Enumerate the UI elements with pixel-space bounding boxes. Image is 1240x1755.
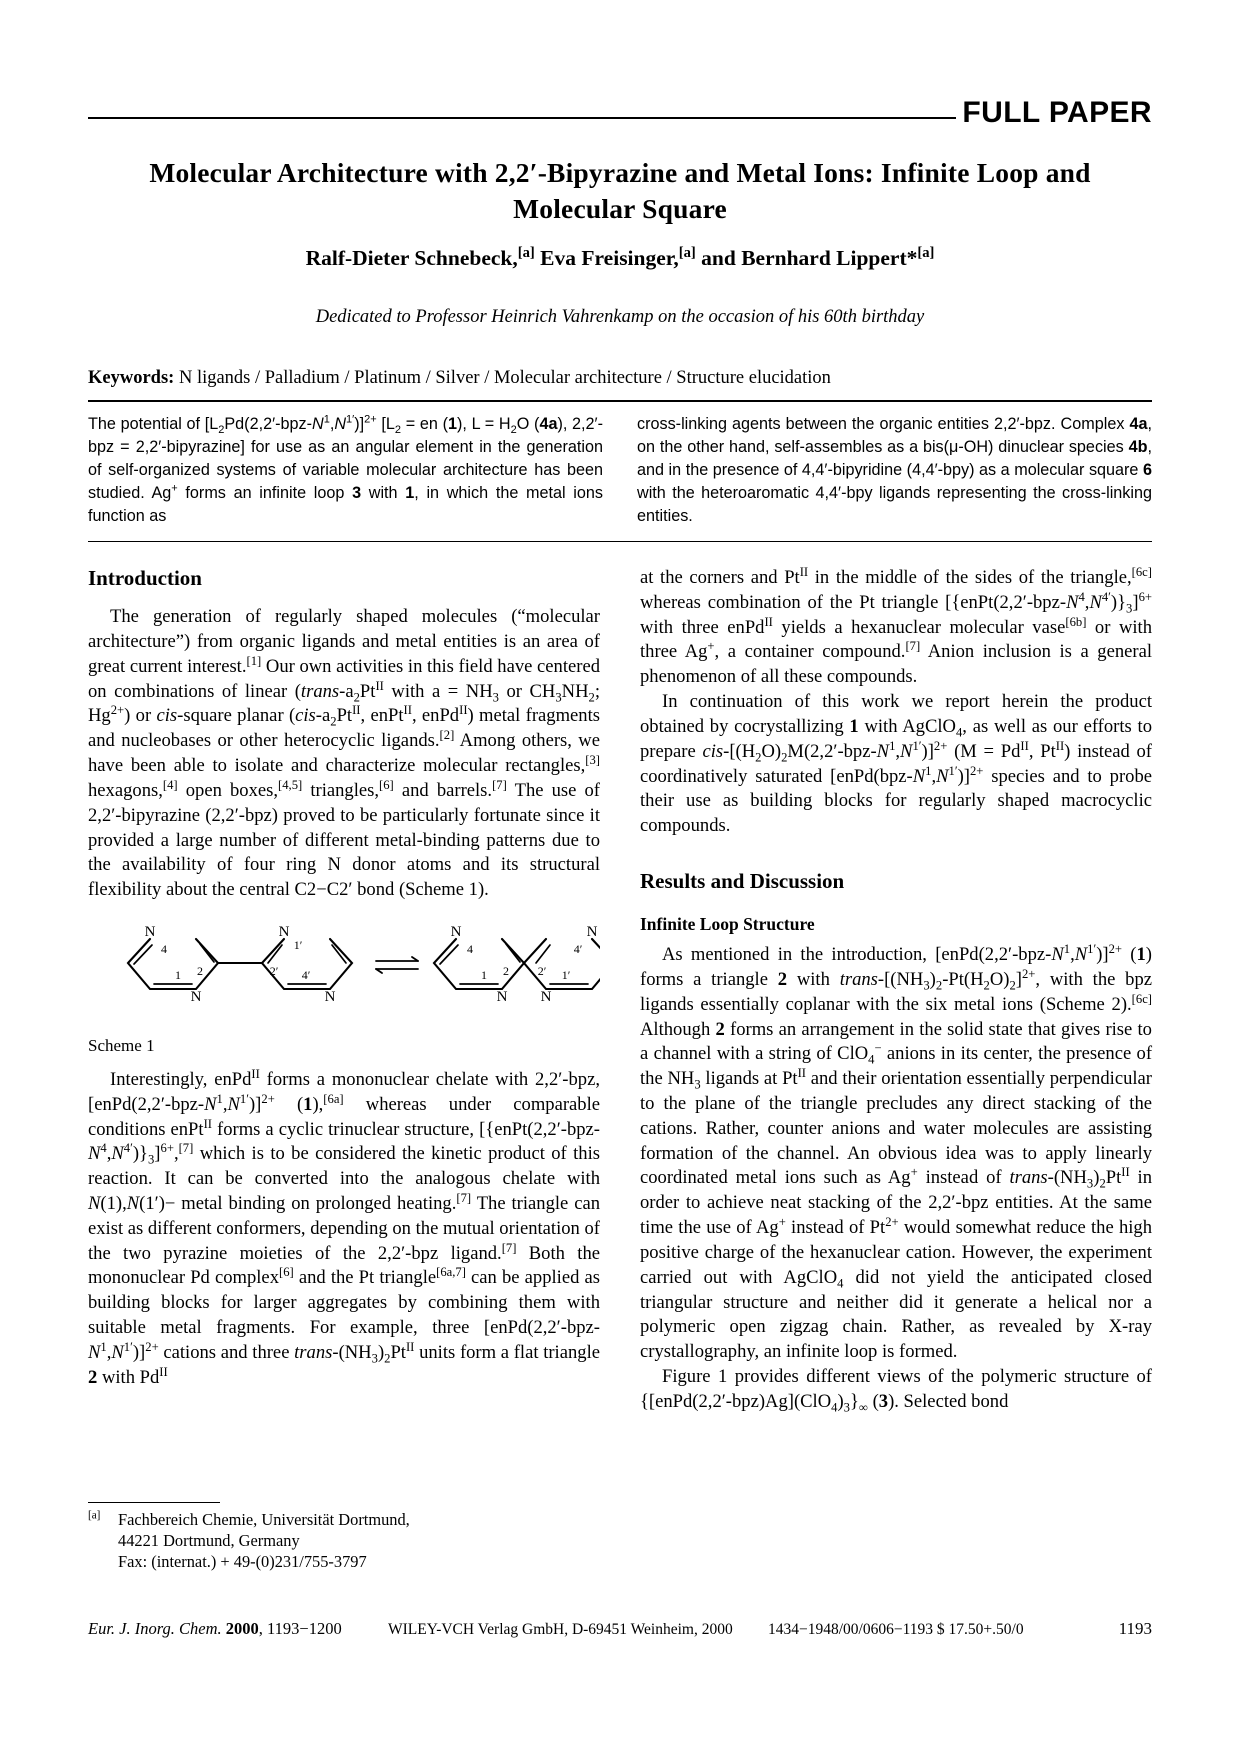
- scheme-label-2: 2: [197, 963, 203, 978]
- footnote-line-2: 44221 Dortmund, Germany: [118, 1531, 300, 1551]
- footer-page-number: 1193: [1118, 1619, 1152, 1638]
- right-paragraph-3: As mentioned in the introduction, $[enPd(2,2'-bpz-N^1,N^{1'})]^{2+}$ (1) forms a triangle 2 with trans-$[(NH_3)_2-Pt(H_2O)_2]^{2+}$, with the bpz ligands essentially coplanar with the six metal ions (Scheme 2).[6c] Although 2 forms an arrangement in the solid state that gives rise to a channel with a string of ClO$_4$− anions in its center, the presence of the $NH_3$ ligands at $Pt^{II}$ and their orientation essentially perpendicular to the plane of the triangle precludes any direct stacking of the cations. Rather, counter anions and water molecules are assisting formation of the channel. An obvious idea was to apply linearly coordinated metal ions such as Ag+ instead of trans-$(NH_3)_2Pt^{II}$ in order to achieve neat stacking of the 2,2′-bpz entities. At the same time the use of Ag+ instead of $Pt^{2+}$ would somewhat reduce the high positive charge of the hexanuclear cation. However, the experiment carried out with AgClO$_4$ did not yield the anticipated closed triangular structure and neither did it generate a helical nor a polymeric open zigzag chain. Rather, as revealed by X-ray crystallography, an infinite loop is formed.: [640, 941, 1153, 1363]
- footer-journal-name: Eur. J. Inorg. Chem.: [88, 1619, 222, 1638]
- page-title-line-2: Molecular Square: [513, 192, 727, 224]
- abstract-column-right: cross-linking agents between the organic entities 2,2′-bpz. Complex 4a, on the other hand, self-assembles as a bis(μ-OH) dinuclear species 4b, and in the presence of 4,4′-bipyridine (4,4′-bpy) as a molecular square 6 with the heteroaromatic 4,4′-bpy ligands representing the cross-linking entities.: [637, 415, 1152, 525]
- footer-journal-citation: [88, 1619, 388, 1639]
- abstract: [88, 413, 1152, 528]
- scheme-label-2prime: 2′: [269, 963, 279, 978]
- dedication: Dedicated to Professor Heinrich Vahrenkamp on the occasion of his 60th birthday: [315, 307, 925, 327]
- page-title: [88, 155, 1152, 227]
- right-paragraph-2: In continuation of this work we report herein the product obtained by cocrystallizing 1 with AgClO$_4$, as well as our efforts to prepare cis-$[(H_2O)_2M(2,2'-bpz-N^1,N^{1'})]^{2+}$ ($M = Pd^{II}$, $Pt^{II}$) instead of coordinatively saturated $[enPd(bpz-N^1,N^{1'})]^{2+}$ species and to probe their use as building blocks for regularly shaped macrocyclic compounds.: [640, 691, 1152, 837]
- heading-infinite-loop-structure: Infinite Loop Structure: [640, 914, 815, 935]
- page-title-line-1: Molecular Architecture with 2,2′-Bipyrazine and Metal Ions: Infinite Loop and: [149, 157, 1091, 188]
- footnote-row: [88, 1509, 600, 1572]
- scheme-label-4: 4: [161, 941, 167, 956]
- scheme-label-2: 2: [503, 963, 509, 978]
- scheme-label-4prime: 4′: [301, 967, 311, 982]
- footer-publisher: WILEY-VCH Verlag GmbH, D-69451 Weinheim, 2000: [388, 1621, 733, 1638]
- footnote-marker: [a]: [88, 1509, 101, 1522]
- scheme-label-1prime: 1′: [293, 937, 303, 952]
- keywords-label: Keywords:: [88, 368, 175, 388]
- keywords-list: N ligands / Palladium / Platinum / Silver / Molecular architecture / Structure elucidation: [178, 368, 831, 388]
- footer-issn-code: 1434−1948/00/0606−1193 $ 17.50+.50/0: [768, 1621, 1024, 1638]
- scheme-label-2prime: 2′: [537, 963, 547, 978]
- footnote-line-3: Fax: (internat.) + 49-(0)231/755-3797: [118, 1552, 367, 1572]
- footnote-text: [118, 1509, 600, 1572]
- scheme-1-caption: Scheme 1: [88, 1035, 155, 1055]
- scheme-label-n: N: [278, 923, 290, 940]
- affiliation-footnote: [88, 1502, 600, 1572]
- scheme-label-4: 4: [467, 941, 473, 956]
- intro-paragraph-2: Interestingly, enPd$^{II}$ forms a mononuclear chelate with 2,2′-bpz, $[enPd(2,2'-bpz-N^1,N^{1'})]^{2+}$ (1),[6a] whereas under comparable conditions enPt$^{II}$ forms a cyclic trinuclear structure, $[\{enPt(2,2'-bpz-N^4,N^{4'})\}_3]^{6+},[7]$ which is to be considered the kinetic product of this reaction. It can be converted into the analogous chelate with N(1),N(1′)− metal binding on prolonged heating.[7] The triangle can exist as different conformers, depending on the mutual orientation of the two pyrazine moieties of the 2,2′-bpz ligand.[7] Both the mononuclear Pd complex[6] and the Pt triangle[6a,7] can be applied as building blocks for larger aggregates by combining them with suitable metal fragments. For example, three $[enPd(2,2'-bpz-N^1,N^{1'})]^{2+}$ cations and three trans-$(NH_3)_2Pt^{II}$ units form a flat triangle 2 with $Pd^{II}$: [88, 1066, 601, 1388]
- scheme-label-n: N: [586, 923, 598, 940]
- scheme-label-n: N: [144, 923, 156, 940]
- scheme-label-1prime: 1′: [561, 967, 571, 982]
- abstract-rule: [88, 541, 1152, 542]
- scheme-label-1: 1: [175, 967, 181, 982]
- scheme-1-figure: [88, 917, 600, 1056]
- footnote-line-1: Fachbereich Chemie, Universität Dortmund,: [118, 1510, 410, 1529]
- running-head: [88, 92, 1152, 128]
- scheme-label-1: 1: [481, 967, 487, 982]
- page-footer: [88, 1619, 1152, 1639]
- column-right: [640, 566, 1152, 1415]
- scheme-label-n: N: [540, 988, 552, 1005]
- running-head-rule: [88, 117, 956, 119]
- keywords-line: [88, 366, 1152, 391]
- running-head-label: FULL PAPER: [962, 96, 1152, 129]
- scheme-1-svg: [88, 917, 600, 1029]
- abstract-column-left: The potential of $[L_2Pd(2,2'-bpz-N^1,N^{1'})]^{2+}$ [$L_2$ = en (1), $L = H_2O$ (4a), 2,2′-bpz = 2,2′-bipyrazine] for use as an angular element in the generation of self-organized systems of variable molecular architecture has been studied. Ag+ forms an infinite loop 3 with 1, in which the metal ions function as: [88, 413, 603, 525]
- column-left: [88, 566, 600, 1391]
- scheme-label-n: N: [450, 923, 462, 940]
- right-paragraph-4: Figure 1 provides different views of the polymeric structure of $\{[enPd(2,2'-bpz)Ag](ClO_4)_3\}_\infty$ (3). Selected bond: [640, 1365, 1152, 1415]
- keywords-rule: [88, 400, 1152, 402]
- intro-paragraph-1: The generation of regularly shaped molecules (“molecular architecture”) from organic ligands and metal entities is an area of great current interest.[1] Our own activities in this field have centered on combinations of linear ($trans-a_2Pt^{II}$ with $a = NH_3$ or $CH_3NH_2$; $Hg^{2+}$) or cis-square planar ($cis-a_2Pt^{II}$, enPt$^{II}$, enPd$^{II}$) metal fragments and nucleobases or other heterocyclic ligands.[2] Among others, we have been able to isolate and characterize molecular rectangles,[3] hexagons,[4] open boxes,[4,5] triangles,[6] and barrels.[7] The use of 2,2′-bipyrazine (2,2′-bpz) proved to be particularly fortunate since it provided a large number of different metal-binding patterns due to the availability of four ring N donor atoms and its structural flexibility about the central C2−C2′ bond (Scheme 1).: [88, 606, 601, 901]
- footnote-rule: [88, 1502, 220, 1503]
- author-list: Ralf-Dieter Schnebeck,[a] Eva Freisinger,[a] and Bernhard Lippert*[a]: [305, 244, 935, 270]
- scheme-label-n: N: [190, 988, 202, 1005]
- footer-year: 2000: [225, 1619, 259, 1638]
- heading-results-and-discussion: Results and Discussion: [640, 868, 845, 893]
- scheme-label-4prime: 4′: [573, 941, 583, 956]
- scheme-label-n: N: [324, 988, 336, 1005]
- heading-introduction: Introduction: [88, 566, 202, 590]
- scheme-label-n: N: [496, 988, 508, 1005]
- footer-pages: , 1193−1200: [258, 1619, 342, 1638]
- right-paragraph-1: at the corners and $Pt^{II}$ in the middle of the sides of the triangle,[6c] whereas combination of the Pt triangle $[\{enPt(2,2'-bpz-N^4,N^{4'})\}_3]^{6+}$ with three enPd$^{II}$ yields a hexanuclear molecular vase[6b] or with three Ag+, a container compound.[7] Anion inclusion is a general phenomenon of all these compounds.: [640, 564, 1152, 688]
- body-content: [88, 566, 1152, 1576]
